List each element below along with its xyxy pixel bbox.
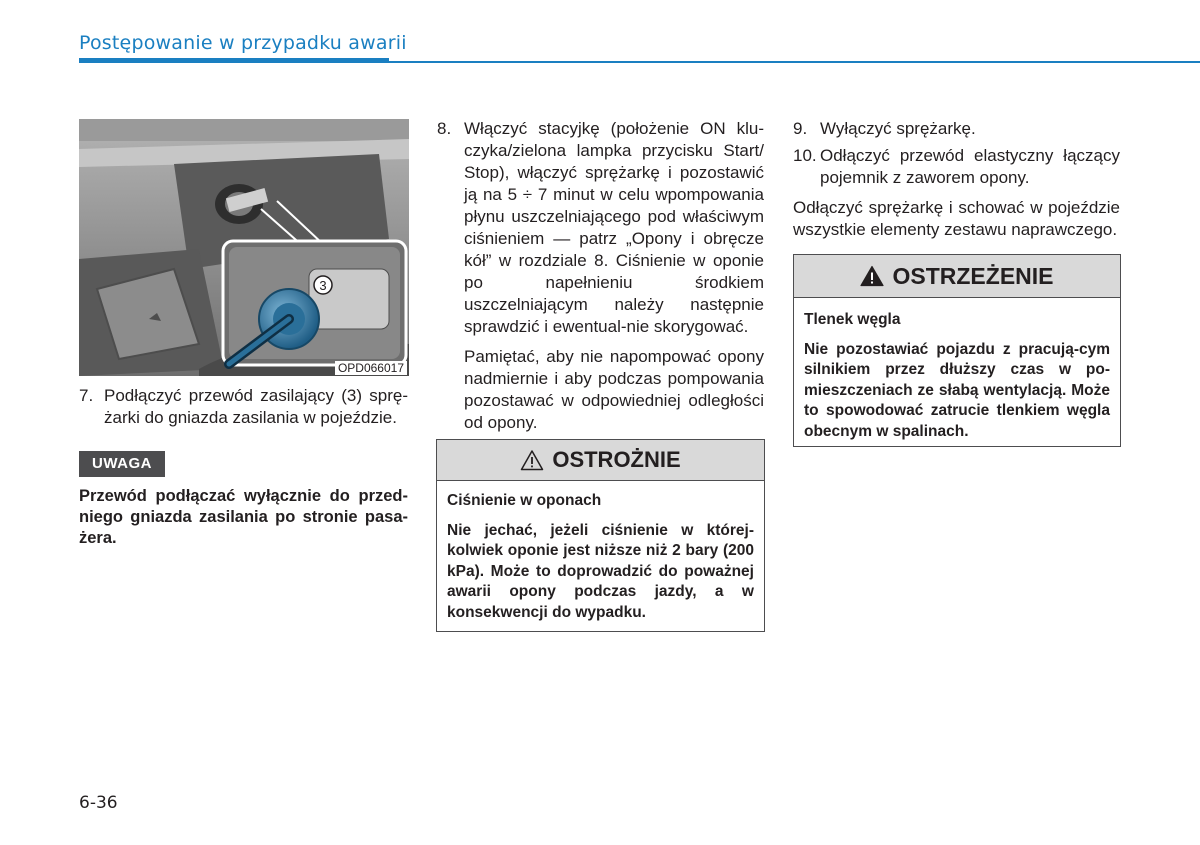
middle-column (437, 118, 764, 434)
warning-subtitle: Tlenek węgla (804, 311, 901, 328)
power-socket-figure (79, 119, 409, 376)
caution-box (436, 439, 765, 632)
caution-body (437, 481, 764, 631)
step-text: Włączyć stacyjkę (położenie ON klu-czyka/zielona lampka przycisku Start/ Stop), włączyć sprężarkę i pozostawić ją na 5 ÷ 7 minut w celu wpompowania płynu uszczelniającego pod właściwym ciśnieniem — patrz „Opony i obręcze kół” w rozdziale 8. Ciśnienie w oponie po napełnieniu środkiem uszczelniającym należy następnie sprawdzić i ewentual-nie skorygować. (464, 119, 764, 336)
caution-subtitle: Ciśnienie w oponach (447, 492, 602, 509)
caution-title: OSTROŻNIE (552, 447, 681, 472)
header-title: Postępowanie w przypadku awarii (79, 32, 407, 54)
caution-text: Nie jechać, jeżeli ciśnienie w której-kolwiek oponie jest niższe niż 2 bary (200 kPa). Może to doprowadzić do poważnej awarii opony podczas jazdy, a w konsekwencji do wypadku. (447, 521, 754, 621)
page-number: 6-36 (79, 793, 118, 813)
warning-triangle-icon (860, 265, 884, 287)
left-column (79, 385, 408, 429)
warning-body (794, 298, 1120, 450)
step-number: 9. (793, 119, 808, 138)
header-rule-thin (389, 61, 1200, 63)
step-number: 8. (437, 119, 452, 138)
stow-paragraph: Odłączyć sprężarkę i schować w pojeździe wszystkie elementy zestawu naprawczego. (793, 198, 1120, 239)
figure-callout: 3 (319, 278, 327, 293)
warning-title: OSTRZEŻENIE (892, 262, 1054, 289)
step-text: Podłączyć przewód zasilający (3) sprę-żarki do gniazda zasilania w pojeździe. (104, 386, 408, 427)
notice-text: Przewód podłączać wyłącznie do przed-niego gniazda zasilania po stronie pasa-żera. (79, 487, 408, 547)
step-9 (793, 118, 1120, 140)
warning-box (793, 254, 1121, 447)
step-10 (793, 145, 1120, 189)
warning-triangle-icon (520, 449, 544, 471)
note-paragraph: Pamiętać, aby nie napompować opony nadmiernie i aby podczas pompowania pozostawać w odpowiedniej odległości od opony. (464, 347, 764, 432)
notice-badge: UWAGA (79, 451, 165, 477)
step-7 (79, 385, 408, 429)
warning-header (794, 255, 1120, 298)
caution-header (437, 440, 764, 481)
step-number: 7. (79, 386, 94, 405)
warning-text: Nie pozostawiać pojazdu z pracują-cym silnikiem przez dłuższy czas w po-mieszczeniach ze słabą wentylacją. Może to spowodować zatrucie tlenkiem węgla obecnym w spalinach. (804, 340, 1110, 440)
step-8 (437, 118, 764, 338)
header-rule (79, 58, 389, 63)
figure-code: OPD066017 (335, 361, 407, 375)
right-column (793, 118, 1120, 241)
step-text: Wyłączyć sprężarkę. (820, 119, 976, 138)
step-number: 10. (793, 146, 817, 165)
step-text: Odłączyć przewód elastyczny łączący pojemnik z zaworem opony. (820, 146, 1120, 187)
